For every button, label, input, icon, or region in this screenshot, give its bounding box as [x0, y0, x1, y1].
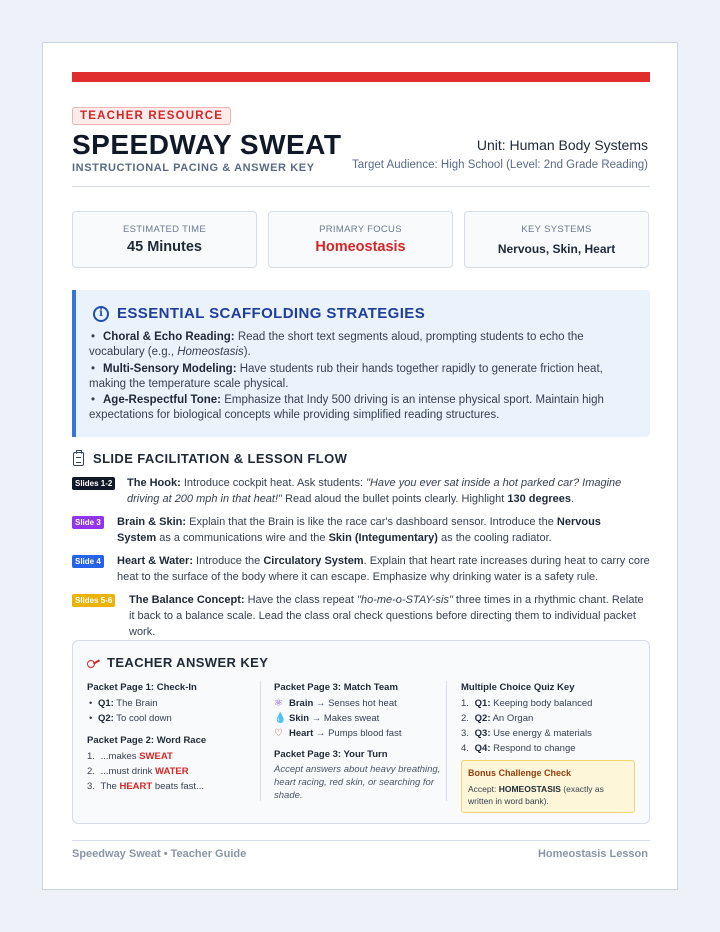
answer-list	[87, 749, 257, 794]
scaffolding-title: ESSENTIAL SCAFFOLDING STRATEGIES	[117, 305, 426, 322]
stat-label: KEY SYSTEMS	[521, 224, 592, 235]
page-subtitle: INSTRUCTIONAL PACING & ANSWER KEY	[72, 162, 315, 174]
unit-label: Unit: Human Body Systems	[476, 137, 648, 153]
list-item: 2. Q2: An Organ	[461, 713, 534, 724]
bonus-text: Accept: HOMEOSTASIS (exactly as written in word bank).	[468, 784, 604, 806]
page-title: SPEEDWAY SWEAT	[72, 129, 342, 160]
flow-item-balance	[72, 592, 652, 638]
info-icon: i	[93, 306, 109, 322]
scaffolding-heading	[93, 305, 425, 322]
list-item: 1. Q1: Keeping body balanced	[461, 698, 593, 709]
stat-card-focus	[268, 211, 453, 268]
slide-tag: Slide 4	[72, 555, 104, 568]
stat-value: 45 Minutes	[127, 239, 202, 255]
droplet-icon: 💧	[274, 713, 287, 724]
match-item: 💧 Skin → Makes sweat	[274, 713, 380, 724]
heart-icon: ♡	[274, 728, 283, 739]
scaffolding-panel	[72, 290, 650, 437]
stat-label: ESTIMATED TIME	[122, 224, 207, 235]
quiz-list	[461, 696, 641, 756]
answer-list	[87, 696, 257, 726]
brain-icon: ⚛	[274, 698, 283, 709]
answer-key-heading	[87, 655, 268, 670]
stat-card-time	[72, 211, 257, 268]
flow-text: Brain & Skin: Explain that the Brain is like the race car's dashboard sensor. Introduce the Nervous System as a communications wire and the Skin (Integumentary) as the cooling radiator.	[117, 516, 601, 544]
match-item: ♡ Heart → Pumps blood fast	[274, 728, 402, 739]
stat-label: PRIMARY FOCUS	[319, 224, 402, 235]
answer-column-3	[461, 680, 641, 813]
list-item: 3. Q3: Use energy & materials	[461, 728, 592, 739]
turn-answer: Accept answers about heavy breathing, heart racing, red skin, or searching for shade.	[274, 764, 441, 801]
flow-text: Heart & Water: Introduce the Circulatory System. Explain that heart rate increases during heat to carry core heat to the surface of the body where it can escape. Emphasize why drinking water is a safety rule.	[117, 555, 650, 583]
column-divider	[446, 681, 447, 801]
bonus-title: Bonus Challenge Check	[468, 768, 572, 778]
footer-left: Speedway Sweat • Teacher Guide	[72, 848, 247, 860]
column-divider	[260, 681, 261, 801]
list-item: • Q1: The Brain	[89, 698, 158, 709]
footer-right: Homeostasis Lesson	[537, 848, 648, 860]
key-icon	[87, 658, 100, 668]
answer-column-2	[274, 680, 444, 802]
column-heading: Packet Page 1: Check-In	[87, 682, 197, 693]
resource-page	[42, 42, 678, 890]
list-item: • Q2: To cool down	[89, 713, 172, 724]
stat-value: Homeostasis	[315, 239, 406, 255]
scaffolding-list	[89, 330, 641, 425]
top-accent-bar	[72, 72, 650, 82]
slide-tag: Slides 5-6	[72, 594, 115, 607]
audience-label: Target Audience: High School (Level: 2nd Grade Reading)	[352, 159, 648, 171]
clipboard-icon	[73, 452, 84, 466]
stat-value: Nervous, Skin, Heart	[497, 242, 616, 256]
divider	[72, 186, 650, 187]
column-heading: Packet Page 3: Match Team	[274, 682, 398, 693]
list-item: 1. ...makes SWEAT	[87, 751, 173, 762]
slide-tag: Slide 3	[72, 516, 104, 529]
list-item: • Multi-Sensory Modeling: Have students rub their hands together rapidly to generate friction heat, making the temperature scale physical.	[89, 362, 603, 390]
flow-item-heart-water	[72, 553, 652, 587]
flow-item-hook	[72, 475, 652, 509]
column-heading: Packet Page 2: Word Race	[87, 735, 207, 746]
flow-text: The Balance Concept: Have the class repeat "ho-me-o-STAY-sis" three times in a rhythmic chant. Relate it back to a balance scale. Lead the class oral check questions before directing them to individual packet work.	[129, 594, 644, 638]
slide-tag: Slides 1-2	[72, 477, 115, 490]
flow-item-brain-skin	[72, 514, 652, 548]
flow-title: SLIDE FACILITATION & LESSON FLOW	[93, 451, 348, 466]
bonus-challenge-box	[461, 760, 635, 813]
flow-text: The Hook: Introduce cockpit heat. Ask students: "Have you ever sat inside a hot parked car? Imagine driving at 200 mph in that heat!" Read aloud the bullet points clearly. Highlight 130 degrees.	[127, 477, 622, 505]
list-item: 3. The HEART beats fast...	[87, 781, 204, 792]
list-item: • Age-Respectful Tone: Emphasize that Indy 500 driving is an intense physical sport. Maintain high expectations for biological concepts while providing simplified reading structures.	[89, 394, 604, 421]
divider	[72, 840, 650, 841]
list-item: 2. ...must drink WATER	[87, 766, 189, 777]
answer-key-panel	[72, 640, 650, 824]
flow-heading	[73, 451, 347, 466]
answer-column-1	[87, 680, 257, 794]
list-item: • Choral & Echo Reading: Read the short text segments aloud, prompting students to echo the vocabulary (e.g., Homeostasis).	[89, 331, 584, 358]
resource-badge: TEACHER RESOURCE	[72, 107, 231, 125]
column-heading: Multiple Choice Quiz Key	[461, 682, 575, 693]
column-heading: Packet Page 3: Your Turn	[274, 749, 388, 760]
match-item: ⚛ Brain → Senses hot heat	[274, 698, 397, 709]
list-item: 4. Q4: Respond to change	[461, 743, 576, 754]
stat-card-systems	[464, 211, 649, 268]
answer-key-title: TEACHER ANSWER KEY	[107, 655, 269, 670]
